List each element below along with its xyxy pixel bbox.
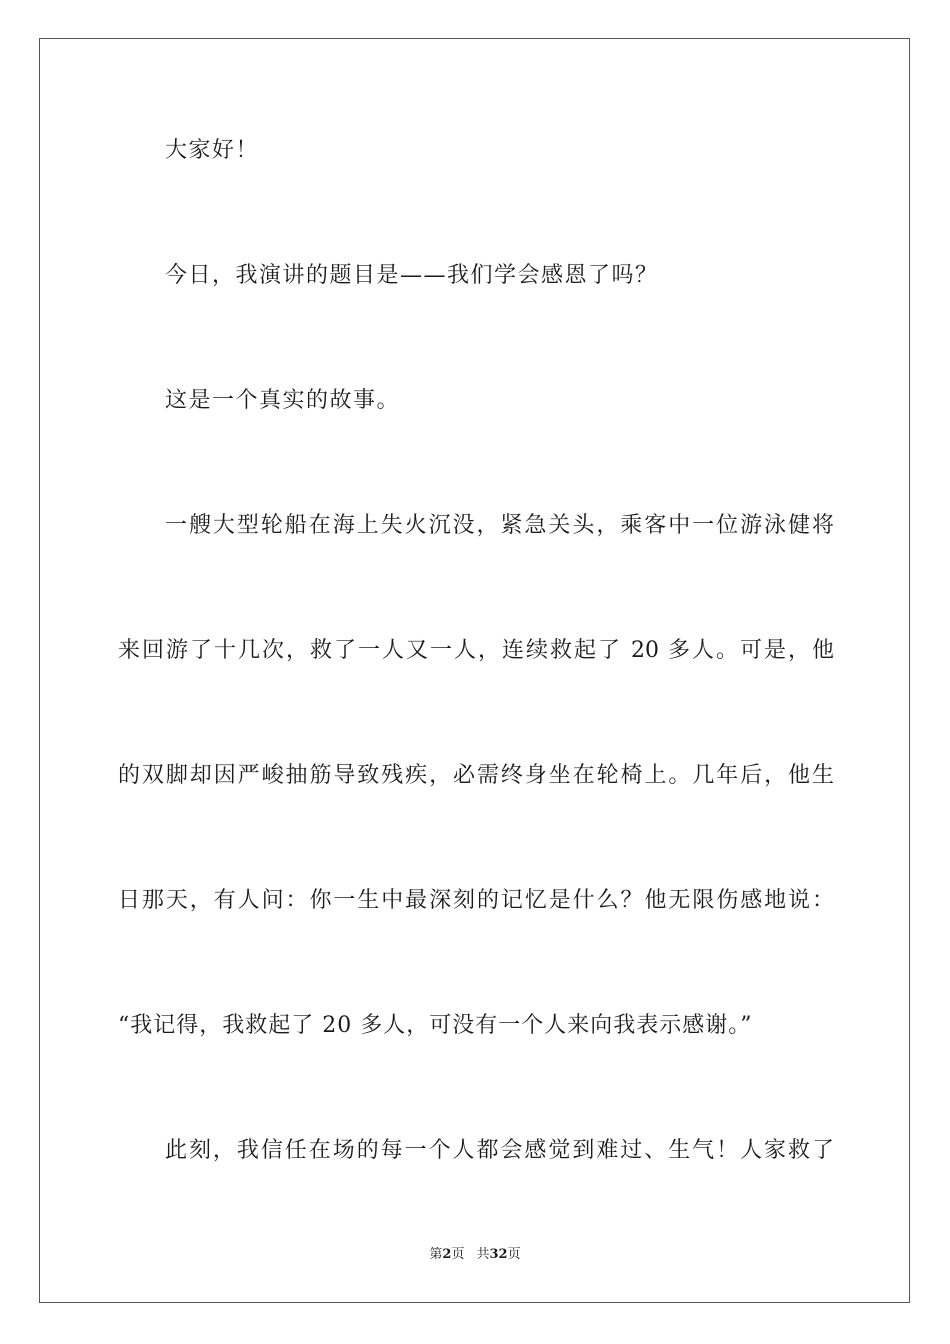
paragraph-story-line-5: “我记得，我救起了 20 多人，可没有一个人来向我表示感谢。”: [118, 1013, 753, 1038]
total-pages: 32: [489, 1247, 508, 1262]
paragraph-story-line-1: 一艘大型轮船在海上失火沉没，紧急关头，乘客中一位游泳健将: [165, 513, 834, 538]
total-prefix: 共: [476, 1247, 490, 1262]
paragraph-story-line-4: 日那天，有人问：你一生中最深刻的记忆是什么？他无限伤感地说：: [118, 888, 834, 913]
page-number: 2: [442, 1247, 452, 1262]
paragraph-reflection: 此刻，我信任在场的每一个人都会感觉到难过、生气！人家救了: [165, 1138, 834, 1163]
paragraph-greeting: 大家好！: [165, 138, 260, 163]
paragraph-story-line-2: 来回游了十几次，救了一人又一人，连续救起了 20 多人。可是，他: [118, 638, 834, 663]
page-suffix: 页: [451, 1247, 465, 1262]
paragraph-topic: 今日，我演讲的题目是——我们学会感恩了吗？: [165, 263, 659, 288]
page-prefix: 第: [429, 1247, 443, 1262]
total-suffix: 页: [507, 1247, 521, 1262]
page-border: [39, 38, 910, 1303]
page-footer: [0, 1246, 950, 1264]
paragraph-story-intro: 这是一个真实的故事。: [165, 388, 401, 413]
paragraph-story-line-3: 的双脚却因严峻抽筋导致残疾，必需终身坐在轮椅上。几年后，他生: [118, 763, 834, 788]
